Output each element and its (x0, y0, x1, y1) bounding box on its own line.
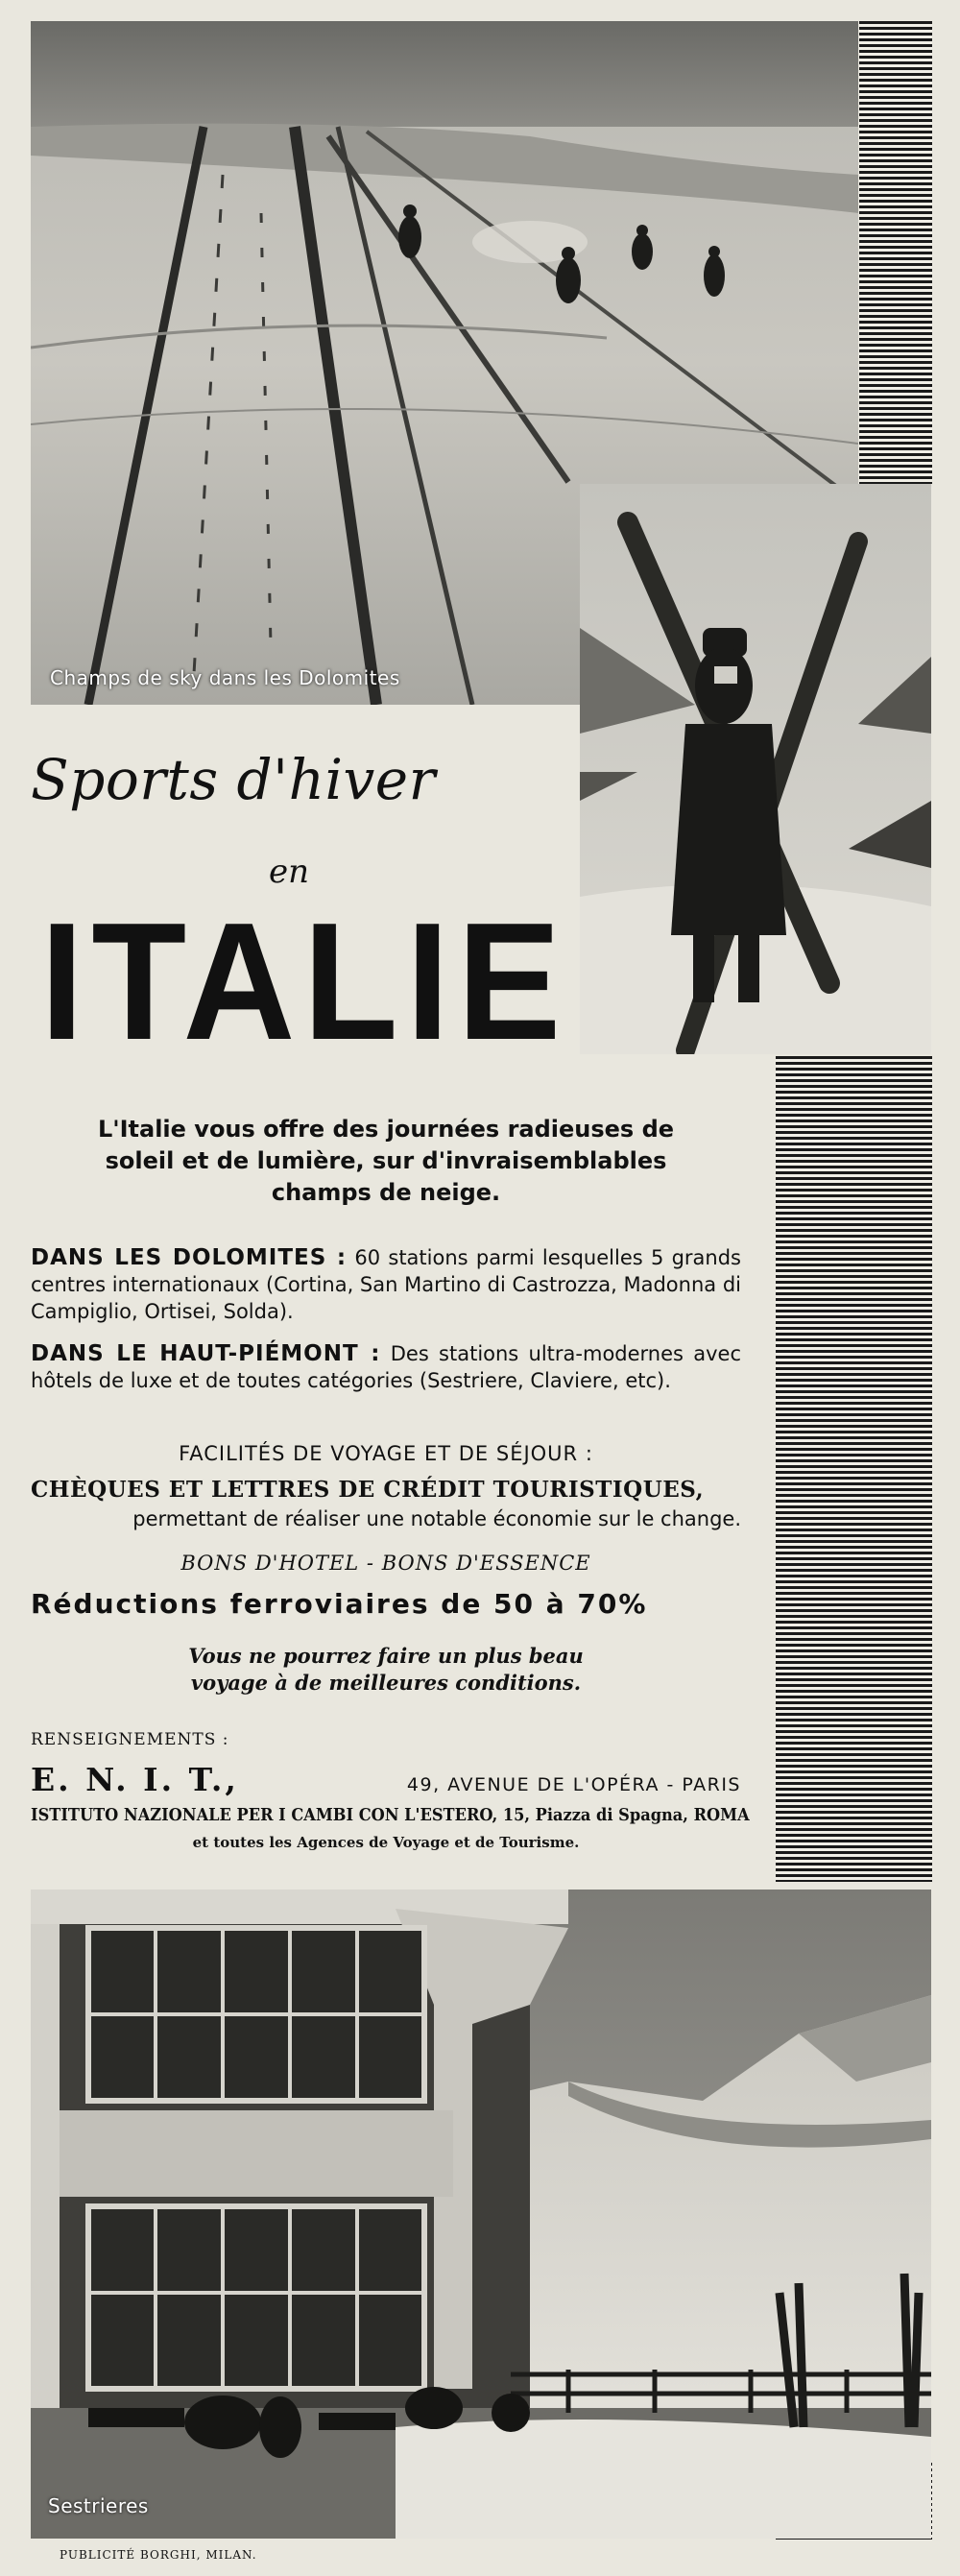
slogan-line1: Vous ne pourrez faire un plus beau (188, 1644, 584, 1668)
enit-agences: et toutes les Agences de Voyage et de Tourisme. (192, 1834, 580, 1851)
piemont-text: Des stations ultra-modernes avec hôtels de luxe et de toutes catégories (Sestriere, Claviere, etc). (31, 1342, 742, 1392)
enit-istituto: ISTITUTO NAZIONALE PER I CAMBI CON L'ESTERO, 15, Piazza di Spagna, ROMA (31, 1805, 750, 1825)
bons-line: BONS D'HOTEL - BONS D'ESSENCE (180, 1552, 591, 1575)
facilites-heading: FACILITÉS DE VOYAGE ET DE SÉJOUR : (179, 1442, 593, 1465)
bottom-photo-caption: Sestrieres (48, 2494, 149, 2517)
piemont-paragraph (31, 1340, 741, 1394)
dolomites-text: 60 stations parmi lesquelles 5 grands centres internationaux (Cortina, San Martino di Castrozza, Madonna di Campiglio, Ortisei, Solda). (31, 1246, 741, 1323)
publicite-credit: PUBLICITÉ BORGHI, MILAN. (60, 2548, 257, 2562)
slogan-line2: voyage à de meilleures conditions. (190, 1671, 582, 1695)
dolomites-paragraph (31, 1244, 741, 1325)
enit-address: 49, AVENUE DE L'OPÉRA - PARIS (406, 1774, 741, 1795)
piemont-label: DANS LE HAUT-PIÉMONT : (31, 1341, 381, 1366)
top-photo-caption: Champs de sky dans les Dolomites (50, 666, 400, 689)
enit-name: E. N. I. T., (31, 1761, 239, 1798)
stripe-band-top (859, 21, 932, 484)
sestrieres-photo (31, 1890, 931, 2539)
intro-text: L'Italie vous offre des journées radieuses de soleil et de lumière, sur d'invraisemblables champs de neige. (97, 1116, 675, 1206)
renseignements-label: RENSEIGNEMENTS : (31, 1730, 229, 1749)
reductions-line: Réductions ferroviaires de 50 à 70% (31, 1588, 648, 1620)
cheques-text: permettant de réaliser une notable économie sur le change. (132, 1507, 741, 1530)
skier-photo (580, 484, 931, 1054)
headline-italie: ITALIE (40, 887, 569, 1074)
cheques-label: CHÈQUES ET LETTRES DE CRÉDIT TOURISTIQUES, (31, 1477, 705, 1503)
stripe-band-middle (776, 1056, 932, 1882)
headline-line2: en (269, 853, 310, 891)
headline-line1: Sports d'hiver (31, 747, 436, 812)
dolomites-label: DANS LES DOLOMITES : (31, 1245, 348, 1270)
